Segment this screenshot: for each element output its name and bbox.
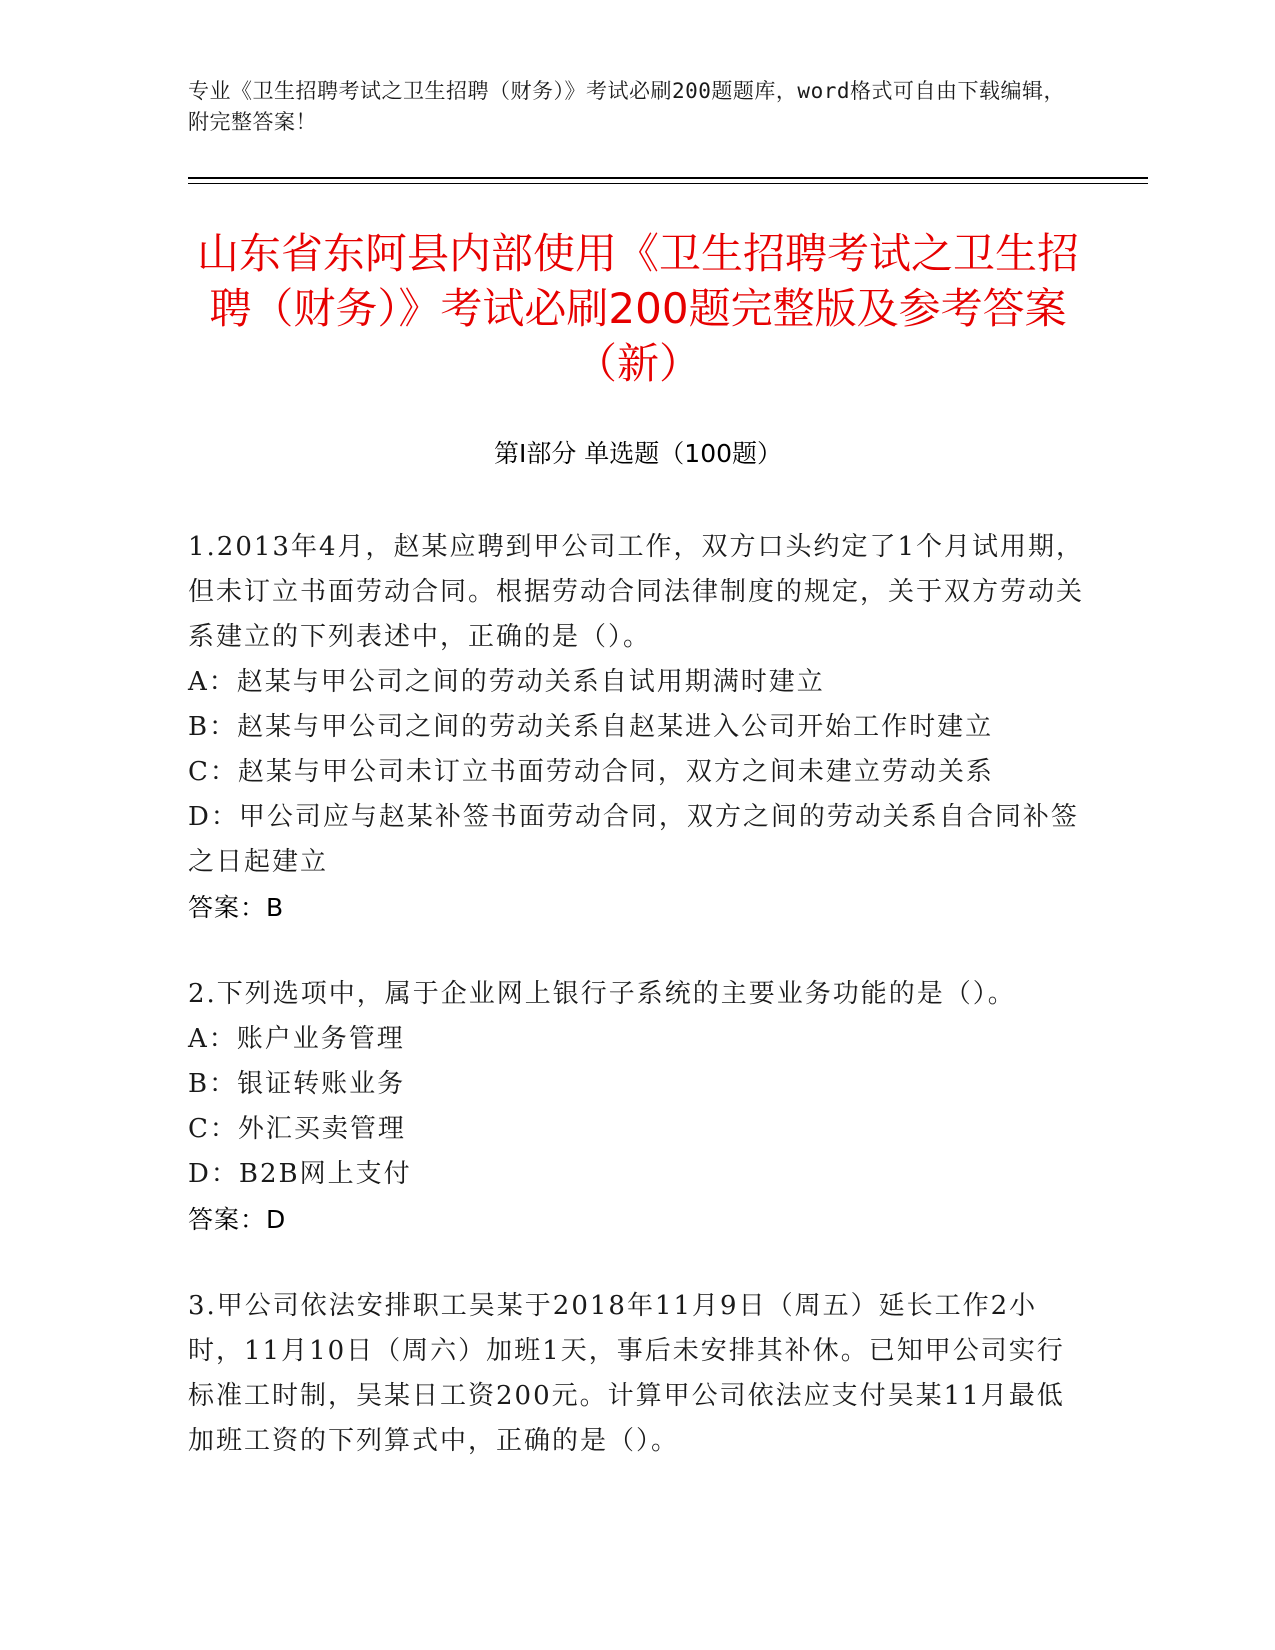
option-b: B：赵某与甲公司之间的劳动关系自赵某进入公司开始工作时建立 xyxy=(188,712,994,742)
option-d: D：甲公司应与赵某补签书面劳动合同，双方之间的劳动关系自合同补签之日起建立 xyxy=(188,802,1079,877)
option-c: C：外汇买卖管理 xyxy=(188,1114,406,1144)
option-d: D：B2B网上支付 xyxy=(188,1159,412,1189)
document-title: 山东省东阿县内部使用《卫生招聘考试之卫生招聘（财务）》考试必刷200题完整版及参考答案（新） xyxy=(196,229,1079,388)
option-b: B：银证转账业务 xyxy=(188,1069,406,1099)
header-note: 专业《卫生招聘考试之卫生招聘（财务）》考试必刷200题题库，word格式可自由下载编辑，附完整答案！ xyxy=(188,79,1065,134)
header-rule-thin xyxy=(188,183,1148,184)
option-a: A：赵某与甲公司之间的劳动关系自试用期满时建立 xyxy=(188,667,825,697)
question-2 xyxy=(188,972,1088,1242)
question-list xyxy=(188,525,1088,1506)
option-c: C：赵某与甲公司未订立书面劳动合同，双方之间未建立劳动关系 xyxy=(188,757,994,787)
question-stem: 2.下列选项中，属于企业网上银行子系统的主要业务功能的是（）。 xyxy=(188,979,1016,1009)
question-1 xyxy=(188,525,1088,930)
question-stem: 3.甲公司依法安排职工吴某于2018年11月9日（周五）延长工作2小时，11月10日（周六）加班1天，事后未安排其补休。已知甲公司实行标准工时制，吴某日工资200元。计算甲公司依法应支付吴某11月最低加班工资的下列算式中，正确的是（）。 xyxy=(188,1291,1065,1456)
option-a: A：账户业务管理 xyxy=(188,1024,405,1054)
section-heading: 第Ⅰ部分 单选题（100题） xyxy=(493,439,783,468)
answer: 答案：B xyxy=(188,893,285,922)
question-3 xyxy=(188,1284,1088,1464)
question-stem: 1.2013年4月，赵某应聘到甲公司工作，双方口头约定了1个月试用期，但未订立书面劳动合同。根据劳动合同法律制度的规定，关于双方劳动关系建立的下列表述中，正确的是（）。 xyxy=(188,532,1085,652)
header-rule-thick xyxy=(188,177,1148,179)
answer: 答案：D xyxy=(188,1205,287,1234)
